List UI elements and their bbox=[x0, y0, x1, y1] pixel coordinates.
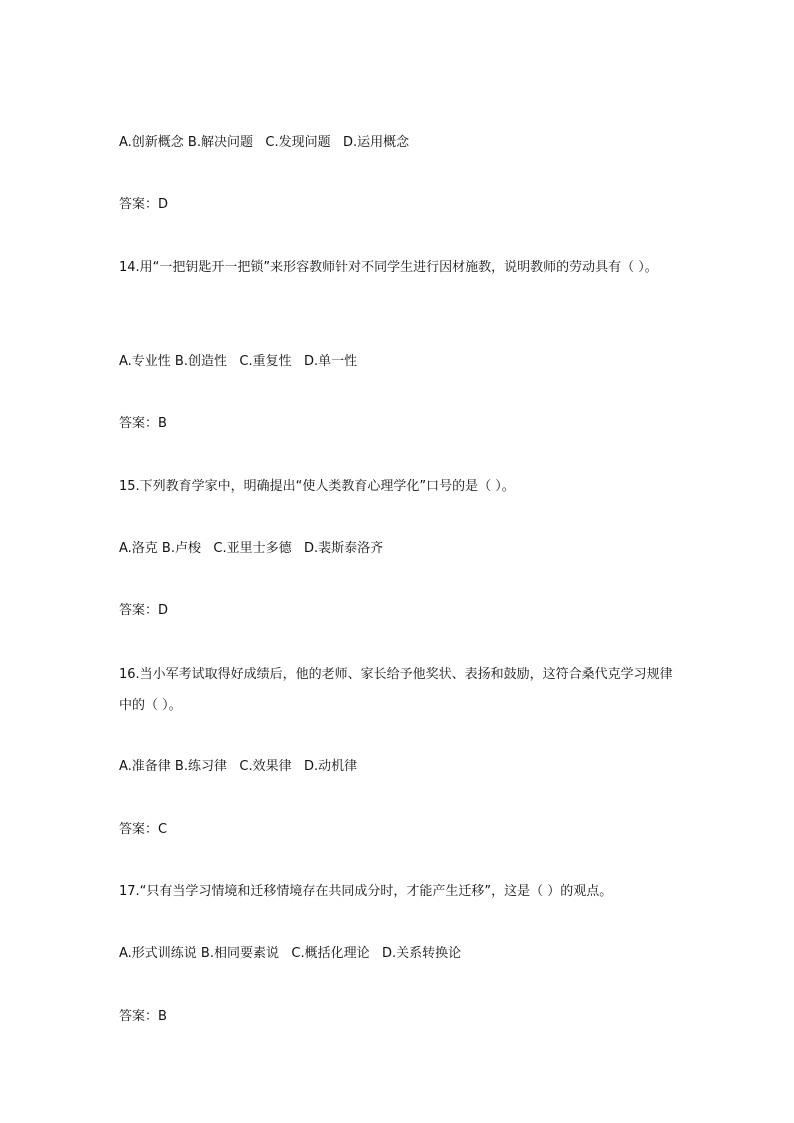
q17-question: 17.“只有当学习情境和迁移情境存在共同成分时，才能产生迁移”，这是（ ）的观点。 bbox=[119, 884, 613, 899]
q13-options: A.创新概念 B.解决问题 C.发现问题 D.运用概念 bbox=[119, 135, 410, 150]
q17-answer: 答案：B bbox=[119, 1009, 167, 1024]
q15-question: 15.下列教育学家中，明确提出“使人类教育心理学化”口号的是（ ）。 bbox=[119, 479, 515, 494]
q15-options: A.洛克 B.卢梭 C.亚里士多德 D.裴斯泰洛齐 bbox=[119, 541, 384, 556]
q17-options: A.形式训练说 B.相同要素说 C.概括化理论 D.关系转换论 bbox=[119, 946, 462, 961]
q13-answer: 答案：D bbox=[119, 197, 169, 212]
q16-options: A.准备律 B.练习律 C.效果律 D.动机律 bbox=[119, 759, 358, 774]
q16-answer: 答案：C bbox=[119, 822, 168, 837]
q15-answer: 答案：D bbox=[119, 603, 169, 618]
q14-question: 14.用“一把钥匙开一把锁”来形容教师针对不同学生进行因材施教，说明教师的劳动具有（ ）。 bbox=[119, 260, 658, 275]
q14-options: A.专业性 B.创造性 C.重复性 D.单一性 bbox=[119, 354, 358, 369]
q16-question: 16.当小军考试取得好成绩后，他的老师、家长给予他奖状、表扬和鼓励，这符合桑代克学习规律中的（ ）。 bbox=[119, 667, 673, 713]
q14-answer: 答案：B bbox=[119, 416, 167, 431]
